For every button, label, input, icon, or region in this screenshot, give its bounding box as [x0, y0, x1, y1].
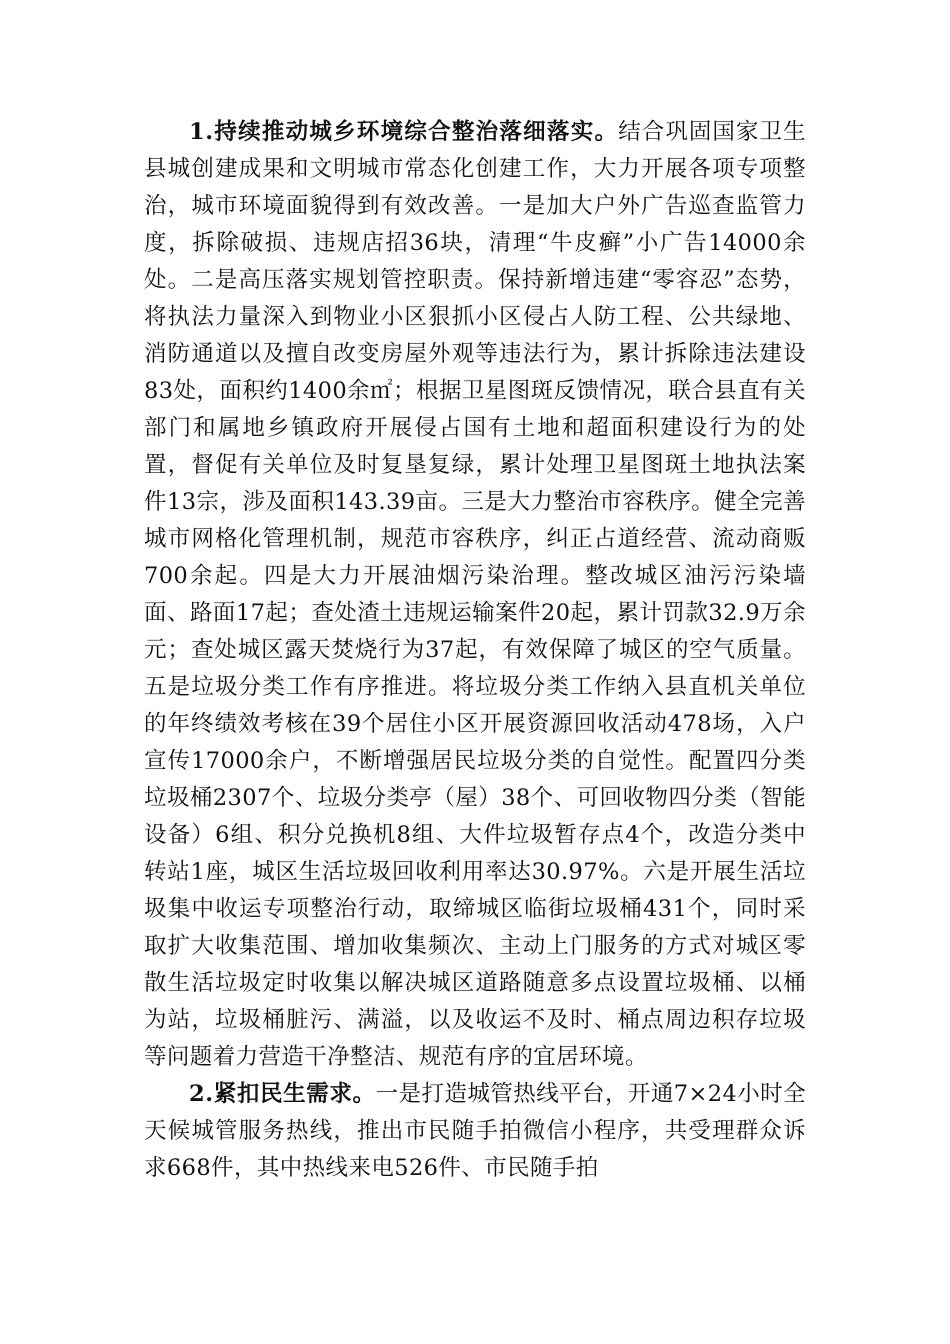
paragraph-text: 结合巩固国家卫生县城创建成果和文明城市常态化创建工作，大力开展各项专项整治，城市环境面貌得到有效改善。一是加大户外广告巡查监管力度，拆除破损、违规店招36块，清理“牛皮癣”小广告14000余处。二是高压落实规划管控职责。保持新增违建“零容忍”态势，将执法力量深入到物业小区狠抓小区侵占人防工程、公共绿地、消防通道以及擅自改变房屋外观等违法行为，累计拆除违法建设83处，面积约1400余㎡；根据卫星图斑反馈情况，联合县直有关部门和属地乡镇政府开展侵占国有土地和超面积建设行为的处置，督促有关单位及时复垦复绿，累计处理卫星图斑土地执法案件13宗，涉及面积143.39亩。三是大力整治市容秩序。健全完善城市网格化管理机制，规范市容秩序，纠正占道经营、流动商贩700余起。四是大力开展油烟污染治理。整改城区油污污染墙面、路面17起；查处渣土违规运输案件20起，累计罚款32.9万余元；查处城区露天焚烧行为37起，有效保障了城区的空气质量。五是垃圾分类工作有序推进。将垃圾分类工作纳入县直机关单位的年终绩效考核在39个居住小区开展资源回收活动478场，入户宣传17000余户，不断增强居民垃圾分类的自觉性。配置四分类垃圾桶2307个、垃圾分类亭（屋）38个、可回收物四分类（智能设备）6组、积分兑换机8组、大件垃圾暂存点4个，改造分类中转站1座，城区生活垃圾回收利用率达30.97%。六是开展生活垃圾集中收运专项整治行动，取缔城区临街垃圾桶431个，同时采取扩大收集范围、增加收集频次、主动上门服务的方式对城区零散生活垃圾定时收集以解决城区道路随意多点设置垃圾桶、以桶为站，垃圾桶脏污、满溢，以及收运不及时、桶点周边积存垃圾等问题着力营造干净整洁、规范有序的宜居环境。	[144, 119, 806, 1070]
paragraph-heading: 2.紧扣民生需求。	[189, 1081, 376, 1107]
paragraph-livelihood-needs	[144, 1076, 806, 1187]
paragraph-text: 一是打造城管热线平台，开通7×24小时全天候城管服务热线，推出市民随手拍微信小程序，共受理群众诉求668件，其中热线来电526件、市民随手拍	[144, 1081, 806, 1181]
paragraph-heading: 1.持续推动城乡环境综合整治落细落实。	[189, 119, 619, 145]
document-body	[144, 114, 806, 1187]
paragraph-environment-remediation	[144, 114, 806, 1076]
